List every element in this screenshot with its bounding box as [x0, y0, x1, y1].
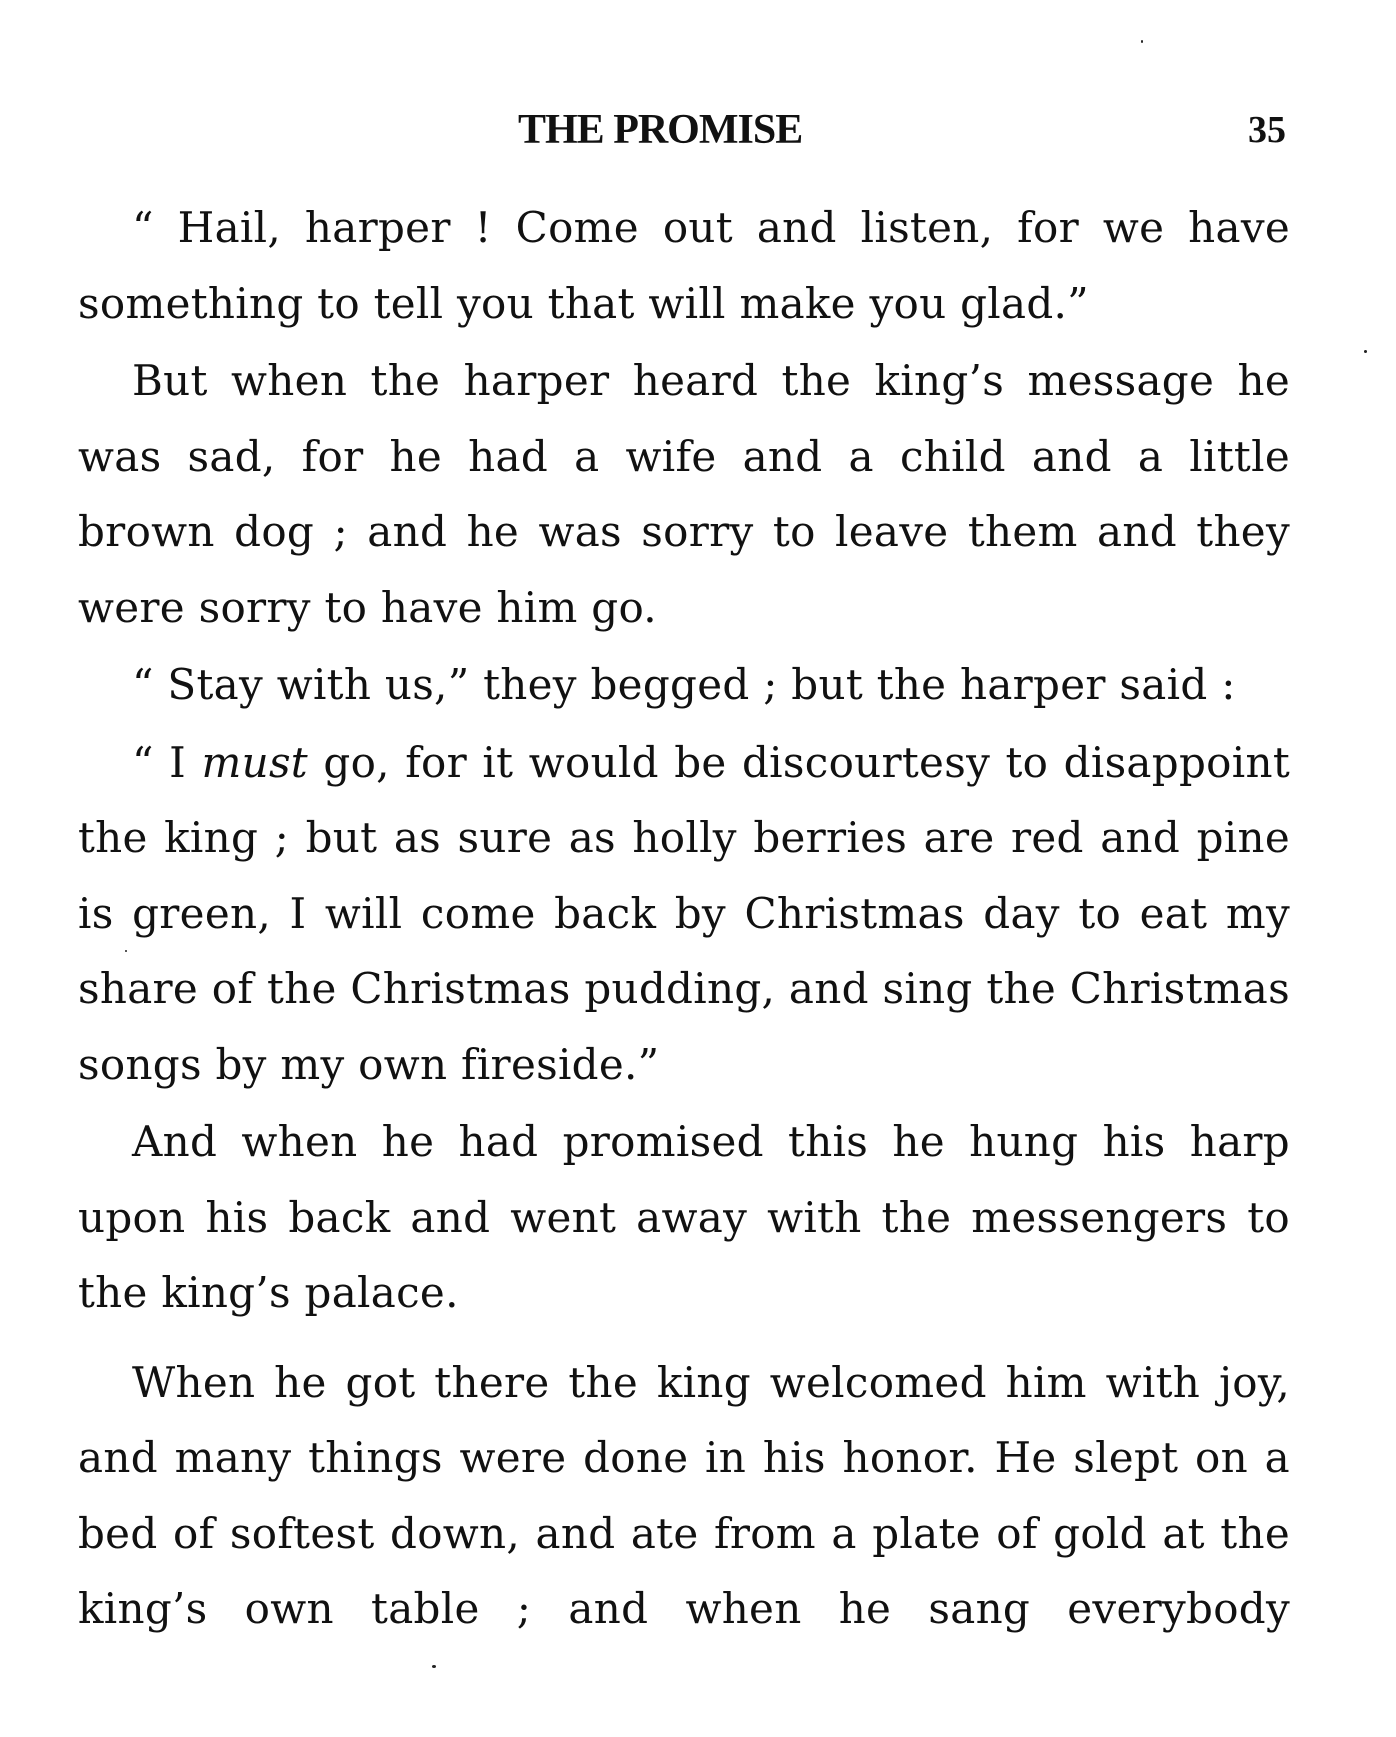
paragraph: When he got there the king welcomed him with joy, and many things were done in his honor. He slept on a bed of softest down, and ate from a plate of gold at the king’s own table ; and when he sang everybody — [78, 1357, 1290, 1633]
page-number: 35 — [1248, 109, 1286, 151]
ink-speck — [1141, 40, 1143, 43]
paragraph: And when he had promised this he hung his harp upon his back and went away with the messengers to the king’s palace. — [78, 1117, 1290, 1317]
paragraph-text: go, for it would be discourtesy to disappoint the king ; but as sure as holly berries are red and pine is green, I will come back by Christmas day to eat my share of the Christmas pudding, and sing the Christmas songs by my own fireside.” — [78, 737, 1290, 1089]
ink-speck — [432, 1665, 436, 1668]
running-title: THE PROMISE — [518, 107, 803, 153]
ink-speck — [1364, 350, 1367, 353]
page-header — [0, 100, 1396, 160]
paragraph — [78, 725, 1290, 1103]
paragraph: “ Stay with us,” they begged ; but the harper said : — [132, 660, 1236, 709]
emphasized-word: must — [201, 737, 308, 787]
paragraph-text: “ I — [132, 737, 202, 787]
paragraph: “ Hail, harper ! Come out and listen, for we have something to tell you that will make you glad.” — [78, 203, 1290, 328]
paragraph: But when the harper heard the king’s message he was sad, for he had a wife and a child and a little brown dog ; and he was sorry to leave them and they were sorry to have him go. — [78, 356, 1290, 632]
ink-speck — [125, 950, 127, 952]
body-text — [78, 190, 1290, 1647]
